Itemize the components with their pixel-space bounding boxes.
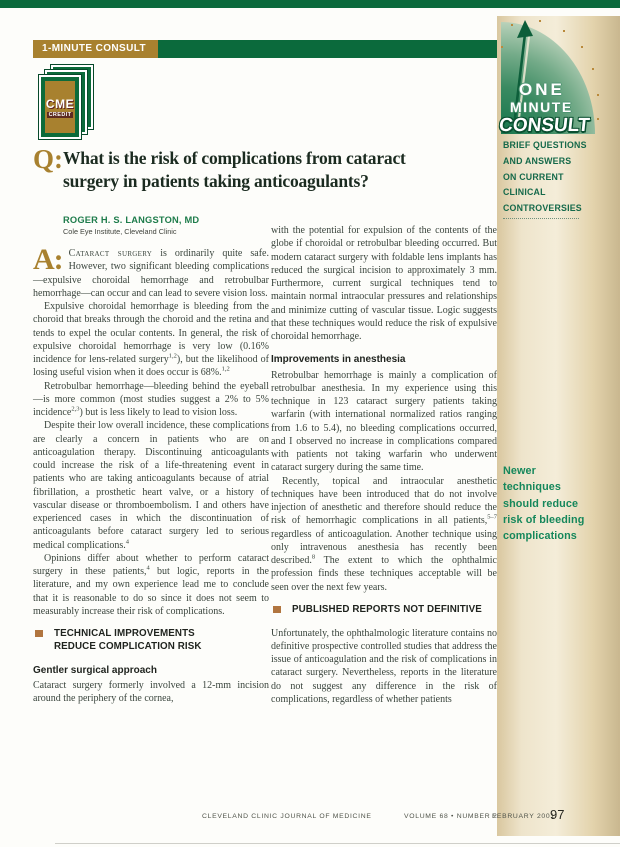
reference-superscript: 1,2 bbox=[168, 352, 177, 360]
section-heading: PUBLISHED REPORTS NOT DEFINITIVE bbox=[271, 604, 497, 617]
sidebar bbox=[497, 16, 620, 836]
dotted-divider bbox=[503, 218, 579, 219]
reference-superscript: 1,2 bbox=[221, 365, 230, 373]
body-paragraph bbox=[271, 224, 497, 343]
footer-date: FEBRUARY 2001 bbox=[492, 813, 555, 820]
section-heading: TECHNICAL IMPROVEMENTS REDUCE COMPLICATION RISK bbox=[33, 628, 269, 654]
clock-dot-icon bbox=[581, 46, 583, 48]
section-banner bbox=[33, 40, 497, 58]
cme-credit-badge bbox=[38, 64, 96, 140]
text-run: Cataract surgery bbox=[68, 248, 153, 259]
page-bottom-rule bbox=[55, 843, 620, 844]
body-paragraph bbox=[33, 552, 269, 618]
section-bullet-icon bbox=[35, 630, 43, 637]
text-run: Expulsive choroidal hemorrhage is bleeding from the choroid that breaks through the choroid and the retina and tends to expel the ocular contents. In general, the risk of expulsive choroidal hemorrhage is very low (0.16% incidence for lens-related surgery bbox=[33, 301, 269, 365]
top-rule-bar bbox=[0, 0, 620, 8]
clock-dot-icon bbox=[597, 118, 599, 120]
logo-word-one: ONE bbox=[519, 80, 565, 99]
reference-superscript: 4 bbox=[125, 538, 129, 546]
text-line: BRIEF QUESTIONS bbox=[503, 140, 587, 150]
text-run: but logic, reports in the literature, and my own experience lead me to conclude that it is reasonable to do so since it does not seem to measurably increase their risk of complications. bbox=[33, 566, 269, 617]
text-line: techniques bbox=[503, 481, 561, 494]
text-run: Retrobulbar hemorrhage—bleeding behind the eyeball—is more common (most studies suggest a 2% to 5% incidence bbox=[33, 380, 269, 418]
page-footer bbox=[0, 807, 620, 830]
page-number: 97 bbox=[550, 807, 565, 822]
body-paragraph bbox=[33, 679, 269, 706]
clock-dot-icon bbox=[597, 94, 599, 96]
reference-superscript: 2,3 bbox=[71, 405, 80, 413]
author-block bbox=[63, 215, 273, 236]
clock-dot-icon bbox=[563, 30, 565, 32]
body-paragraph bbox=[33, 419, 269, 552]
text-line: ON CURRENT bbox=[503, 171, 564, 182]
text-run: Recently, topical and intraocular anesthetic techniques have been introduced that do not involve injection of anesthetic and therefore should reduce the risk of hemorrhagic complications in all patients, bbox=[271, 475, 497, 527]
section-bullet-icon bbox=[273, 606, 281, 613]
banner-label: 1-MINUTE CONSULT bbox=[33, 40, 158, 58]
text-run: Opinions differ about whether to perform cataract surgery in these patients, bbox=[33, 552, 269, 577]
article-title-line1: What is the risk of complications from cataract bbox=[63, 148, 406, 168]
footer-volume: VOLUME 68 • NUMBER 2 bbox=[404, 813, 498, 820]
subheading: Gentler surgical approach bbox=[33, 664, 157, 676]
one-minute-consult-logo bbox=[497, 16, 620, 136]
logo-word-minute: MINUTE bbox=[510, 99, 573, 115]
text-run: ) but is less likely to lead to vision loss. bbox=[79, 407, 238, 418]
body-paragraph bbox=[33, 300, 269, 380]
text-run: Unfortunately, the ophthalmologic literature contains no definitive prospective controlled studies that address the issue of anticoagulation and the risk of complications in cataract surgery. Nevertheless, reports in the literature do not suggest any difference in the risk of complications, regardless of whether patients bbox=[271, 627, 497, 705]
body-paragraph bbox=[33, 243, 269, 300]
sidebar-tagline bbox=[503, 138, 615, 217]
article-title-line2: surgery in patients taking anticoagulants? bbox=[63, 171, 369, 191]
text-run: with the potential for expulsion of the contents of the globe if choroidal or retrobulbar bleeding occurred. But modern cataract surgery with foldable lens implants has reduced the surgical incision to approximately 3 mm. Furthermore, current surgical techniques tend to maintain normal intraocular pressures and relationships and minimize cutting of vascular tissue. Logic suggests that these techniques would reduce the risk of expulsive choroidal hemorrhage. bbox=[271, 225, 497, 342]
logo-word-consult: CONSULT bbox=[497, 115, 591, 136]
text-run: The extent to which the ophthalmic profession finds these techniques acceptable will be seen over the next few years. bbox=[271, 555, 497, 593]
text-run: is ordinarily quite safe. However, two significant bleeding complications—expulsive choroidal hemorrhage and retrobulbar hemorrhage—can occur and can lead to severe vision loss. bbox=[33, 248, 269, 299]
text-line: CONTROVERSIES bbox=[503, 203, 582, 214]
text-line: complications bbox=[503, 530, 577, 543]
text-line: should reduce bbox=[503, 497, 579, 510]
text-line: risk of bleeding bbox=[503, 513, 585, 526]
body-paragraph bbox=[271, 627, 497, 707]
text-line: AND ANSWERS bbox=[503, 155, 572, 166]
cme-card-center bbox=[45, 81, 75, 133]
cme-card-front bbox=[38, 74, 82, 140]
body-paragraph bbox=[33, 380, 269, 420]
text-run: Despite their low overall incidence, these complications are clearly a concern in patients who are on anticoagulation therapy. Discontinuing anticoagulants could increase the risk of a life-threatening event in patients who are taking anticoagulants because of atrial fibrillation, a prosthetic heart valve, or a history of vascular disease or thromboembolism. I and others have experienced cases in which the discontinuation of anticoagulants before cataract surgery led to serious medical complications. bbox=[33, 420, 269, 551]
cme-credit-label: CREDIT bbox=[48, 111, 72, 118]
reference-superscript: 4 bbox=[146, 564, 150, 572]
article-column-right bbox=[271, 224, 497, 706]
body-paragraph bbox=[271, 369, 497, 475]
text-run: ), but the likelihood of losing useful vision when it does occur is 68%. bbox=[33, 354, 270, 379]
banner-bar bbox=[158, 40, 497, 58]
text-run: Retrobulbar hemorrhage is mainly a complication of retrobulbar anesthesia. In my experience using this technique in 123 cataract surgery patients taking warfarin (with international normalized ratios ranging from 1.6 to 5.4), no bleeding complications occurred, and I observed no increase in complications compared with patients not taking warfarin who underwent cataract surgery during the same time. bbox=[271, 369, 497, 474]
footer-journal-name: CLEVELAND CLINIC JOURNAL OF MEDICINE bbox=[202, 813, 372, 820]
text-line: Newer bbox=[503, 465, 536, 477]
article-title bbox=[63, 147, 497, 193]
reference-superscript: 8 bbox=[311, 553, 316, 561]
cme-label: CME bbox=[45, 96, 75, 111]
article-column-left bbox=[33, 243, 270, 705]
text-run: Cataract surgery formerly involved a 12-mm incision around the periphery of the cornea, bbox=[33, 679, 269, 705]
subheading: Improvements in anesthesia bbox=[271, 354, 406, 366]
clock-dot-icon bbox=[592, 68, 594, 70]
question-mark-prefix: Q: bbox=[33, 144, 63, 174]
answer-dropcap: A: bbox=[33, 243, 63, 276]
author-affiliation: Cole Eye Institute, Cleveland Clinic bbox=[63, 227, 177, 236]
body-paragraph bbox=[271, 475, 497, 594]
text-line: CLINICAL bbox=[503, 187, 546, 198]
reference-superscript: 5–7 bbox=[487, 513, 497, 521]
pull-quote bbox=[503, 463, 615, 544]
text-run: regardless of anticoagulation. Another technique using only intravenous anesthesia has recently been described. bbox=[271, 528, 497, 566]
author-name: ROGER H. S. LANGSTON, MD bbox=[63, 215, 200, 225]
